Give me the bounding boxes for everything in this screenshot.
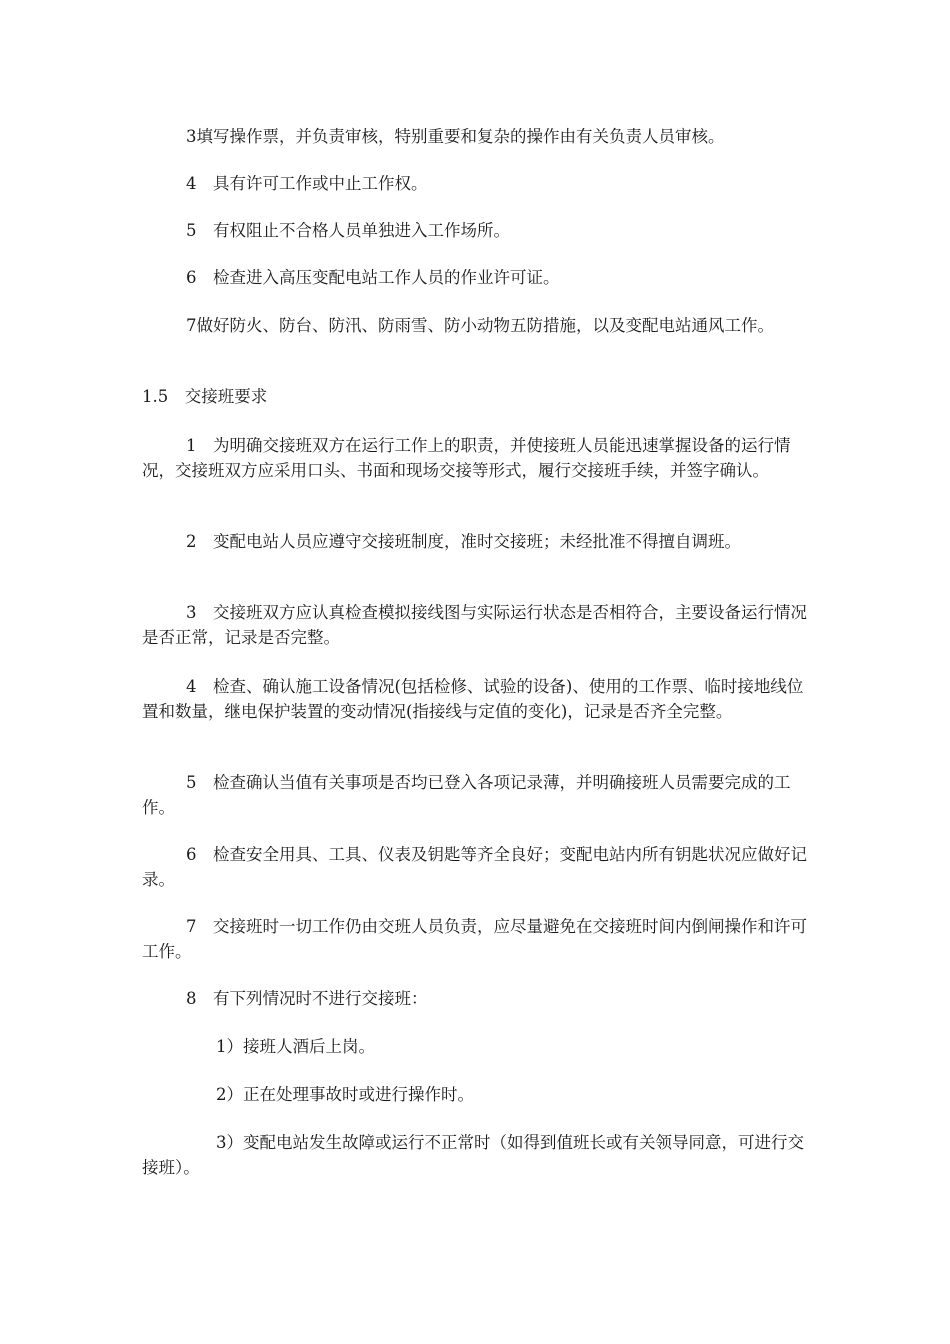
handover-item-4: 4 检查、确认施工设备情况(包括检修、试验的设备)、使用的工作票、临时接地线位置和数量，继电保护装置的变动情况(指接线与定值的变化)，记录是否齐全完整。: [142, 677, 804, 721]
paragraph-item-7: 7做好防火、防台、防汛、防雨雪、防小动物五防措施，以及变配电站通风工作。: [186, 316, 774, 335]
paragraph-item-6: 6 检查进入高压变配电站工作人员的作业许可证。: [186, 268, 560, 287]
section-heading: 1.5 交接班要求: [142, 387, 268, 406]
condition-item-1: 1）接班人酒后上岗。: [216, 1037, 375, 1056]
condition-item-2: 2）正在处理事故时或进行操作时。: [216, 1085, 474, 1104]
handover-item-6: 6 检查安全用具、工具、仪表及钥匙等齐全良好；变配电站内所有钥匙状况应做好记录。: [142, 845, 807, 889]
paragraph-item-3: 3填写操作票，并负责审核，特别重要和复杂的操作由有关负责人员审核。: [186, 127, 725, 146]
paragraph-item-5: 5 有权阻止不合格人员单独进入工作场所。: [186, 221, 510, 240]
handover-item-7: 7 交接班时一切工作仍由交班人员负责，应尽量避免在交接班时间内倒闸操作和许可工作。: [142, 917, 807, 961]
handover-item-8: 8 有下列情况时不进行交接班：: [186, 989, 428, 1008]
handover-item-5: 5 检查确认当值有关事项是否均已登入各项记录薄，并明确接班人员需要完成的工作。: [142, 773, 791, 817]
condition-item-3: 3）变配电站发生故障或运行不正常时（如得到值班长或有关领导同意，可进行交接班）。: [142, 1133, 804, 1177]
handover-item-1: 1 为明确交接班双方在运行工作上的职责，并使接班人员能迅速掌握设备的运行情况，交接班双方应采用口头、书面和现场交接等形式，履行交接班手续，并签字确认。: [142, 436, 791, 480]
handover-item-3: 3 交接班双方应认真检查模拟接线图与实际运行状态是否相符合，主要设备运行情况是否正常，记录是否完整。: [142, 603, 807, 647]
paragraph-item-4: 4 具有许可工作或中止工作权。: [186, 174, 428, 193]
handover-item-2: 2 变配电站人员应遵守交接班制度，准时交接班；未经批准不得擅自调班。: [186, 532, 741, 551]
